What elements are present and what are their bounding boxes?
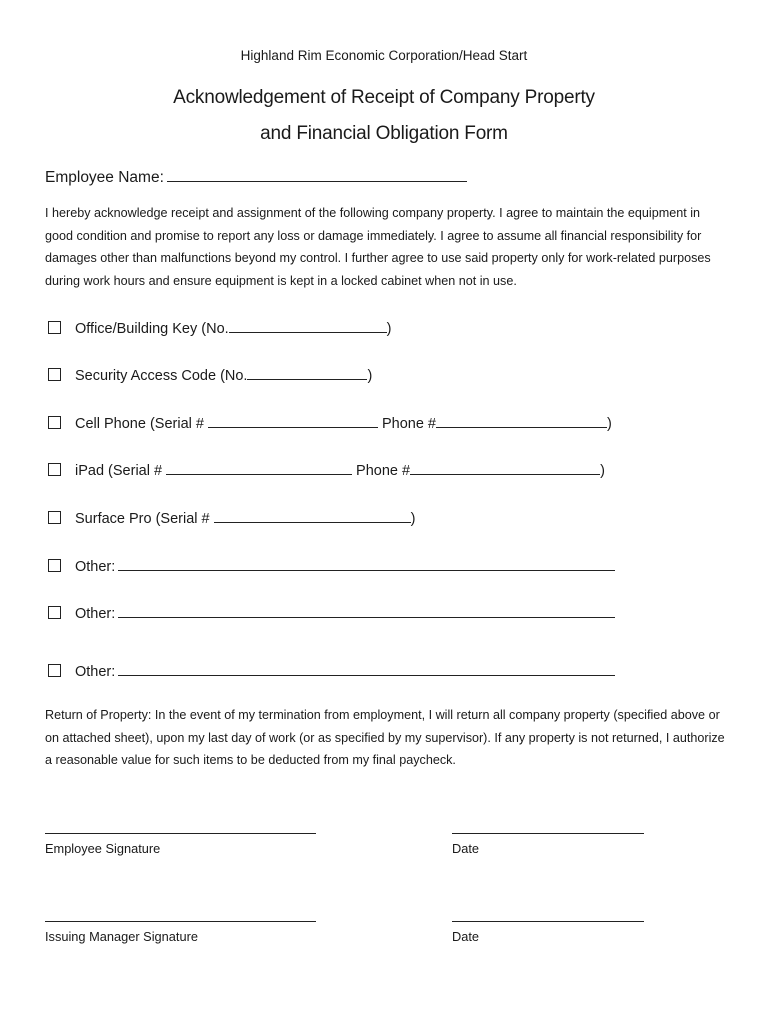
cell-phone-label: Cell Phone (Serial # xyxy=(75,416,204,432)
organization-name: Highland Rim Economic Corporation/Head Start xyxy=(240,48,528,63)
form-title-line-2: and Financial Obligation Form xyxy=(260,123,508,144)
ipad-phone-field[interactable] xyxy=(410,462,600,475)
other-2-field[interactable] xyxy=(118,605,615,618)
security-code-number-field[interactable] xyxy=(247,367,367,380)
item-security-code xyxy=(48,367,372,384)
item-office-key xyxy=(48,320,392,337)
cell-phone-number-field[interactable] xyxy=(436,415,607,428)
security-code-label: Security Access Code (No. xyxy=(75,368,248,384)
item-other-2 xyxy=(48,605,615,622)
manager-signature-line[interactable] xyxy=(45,921,316,922)
ipad-checkbox[interactable] xyxy=(48,463,61,476)
office-key-label: Office/Building Key (No. xyxy=(75,321,229,337)
cell-phone-serial-field[interactable] xyxy=(208,415,378,428)
other-2-checkbox[interactable] xyxy=(48,606,61,619)
cell-phone-checkbox[interactable] xyxy=(48,416,61,429)
other-2-label: Other: xyxy=(75,606,116,622)
employee-name-field[interactable] xyxy=(167,167,467,182)
surface-pro-serial-field[interactable] xyxy=(214,510,411,523)
employee-date-line[interactable] xyxy=(452,833,644,834)
ipad-label: iPad (Serial # xyxy=(75,463,163,479)
ipad-close: ) xyxy=(600,463,605,479)
acknowledgement-paragraph: I hereby acknowledge receipt and assignment of the following company property. I agree to maintain the equipment in good condition and promise to report any loss or damage immediately. I agree to assume all financial responsibility for damages other than malfunctions beyond my control. I further agree to use said property only for work-related purposes during work hours and ensure equipment is kept in a locked cabinet when not in use. xyxy=(45,206,711,289)
form-title-line-1: Acknowledgement of Receipt of Company Property xyxy=(173,87,595,108)
item-other-3 xyxy=(48,663,615,680)
employee-name-label: Employee Name: xyxy=(45,169,164,186)
item-other-1 xyxy=(48,558,615,575)
surface-pro-checkbox[interactable] xyxy=(48,511,61,524)
employee-name-row xyxy=(45,167,467,187)
ipad-phone-label: Phone # xyxy=(356,463,411,479)
item-surface-pro xyxy=(48,510,415,527)
item-ipad xyxy=(48,462,605,479)
employee-signature-label: Employee Signature xyxy=(45,841,161,856)
cell-phone-close: ) xyxy=(607,416,612,432)
surface-pro-label: Surface Pro (Serial # xyxy=(75,511,210,527)
manager-date-label: Date xyxy=(452,929,480,944)
other-3-label: Other: xyxy=(75,664,116,680)
item-cell-phone xyxy=(48,415,612,432)
security-code-checkbox[interactable] xyxy=(48,368,61,381)
employee-signature-line[interactable] xyxy=(45,833,316,834)
surface-pro-close: ) xyxy=(410,511,416,527)
other-3-checkbox[interactable] xyxy=(48,664,61,677)
other-1-field[interactable] xyxy=(118,558,615,571)
cell-phone-number-label: Phone # xyxy=(381,416,436,432)
office-key-number-field[interactable] xyxy=(229,320,387,333)
other-3-field[interactable] xyxy=(118,663,615,676)
employee-date-label: Date xyxy=(452,841,480,856)
other-1-checkbox[interactable] xyxy=(48,559,61,572)
ipad-serial-field[interactable] xyxy=(166,462,352,475)
security-code-close: ) xyxy=(367,368,373,384)
return-of-property-paragraph: Return of Property: In the event of my termination from employment, I will return all company property (specified above or on attached sheet), upon my last day of work (or as specified by my supervisor). If any property is not returned, I authorize a reasonable value for such items to be deducted from my final paycheck. xyxy=(45,708,725,768)
office-key-close: ) xyxy=(386,321,392,337)
other-1-label: Other: xyxy=(75,559,116,575)
office-key-checkbox[interactable] xyxy=(48,321,61,334)
manager-date-line[interactable] xyxy=(452,921,644,922)
manager-signature-label: Issuing Manager Signature xyxy=(45,929,198,944)
